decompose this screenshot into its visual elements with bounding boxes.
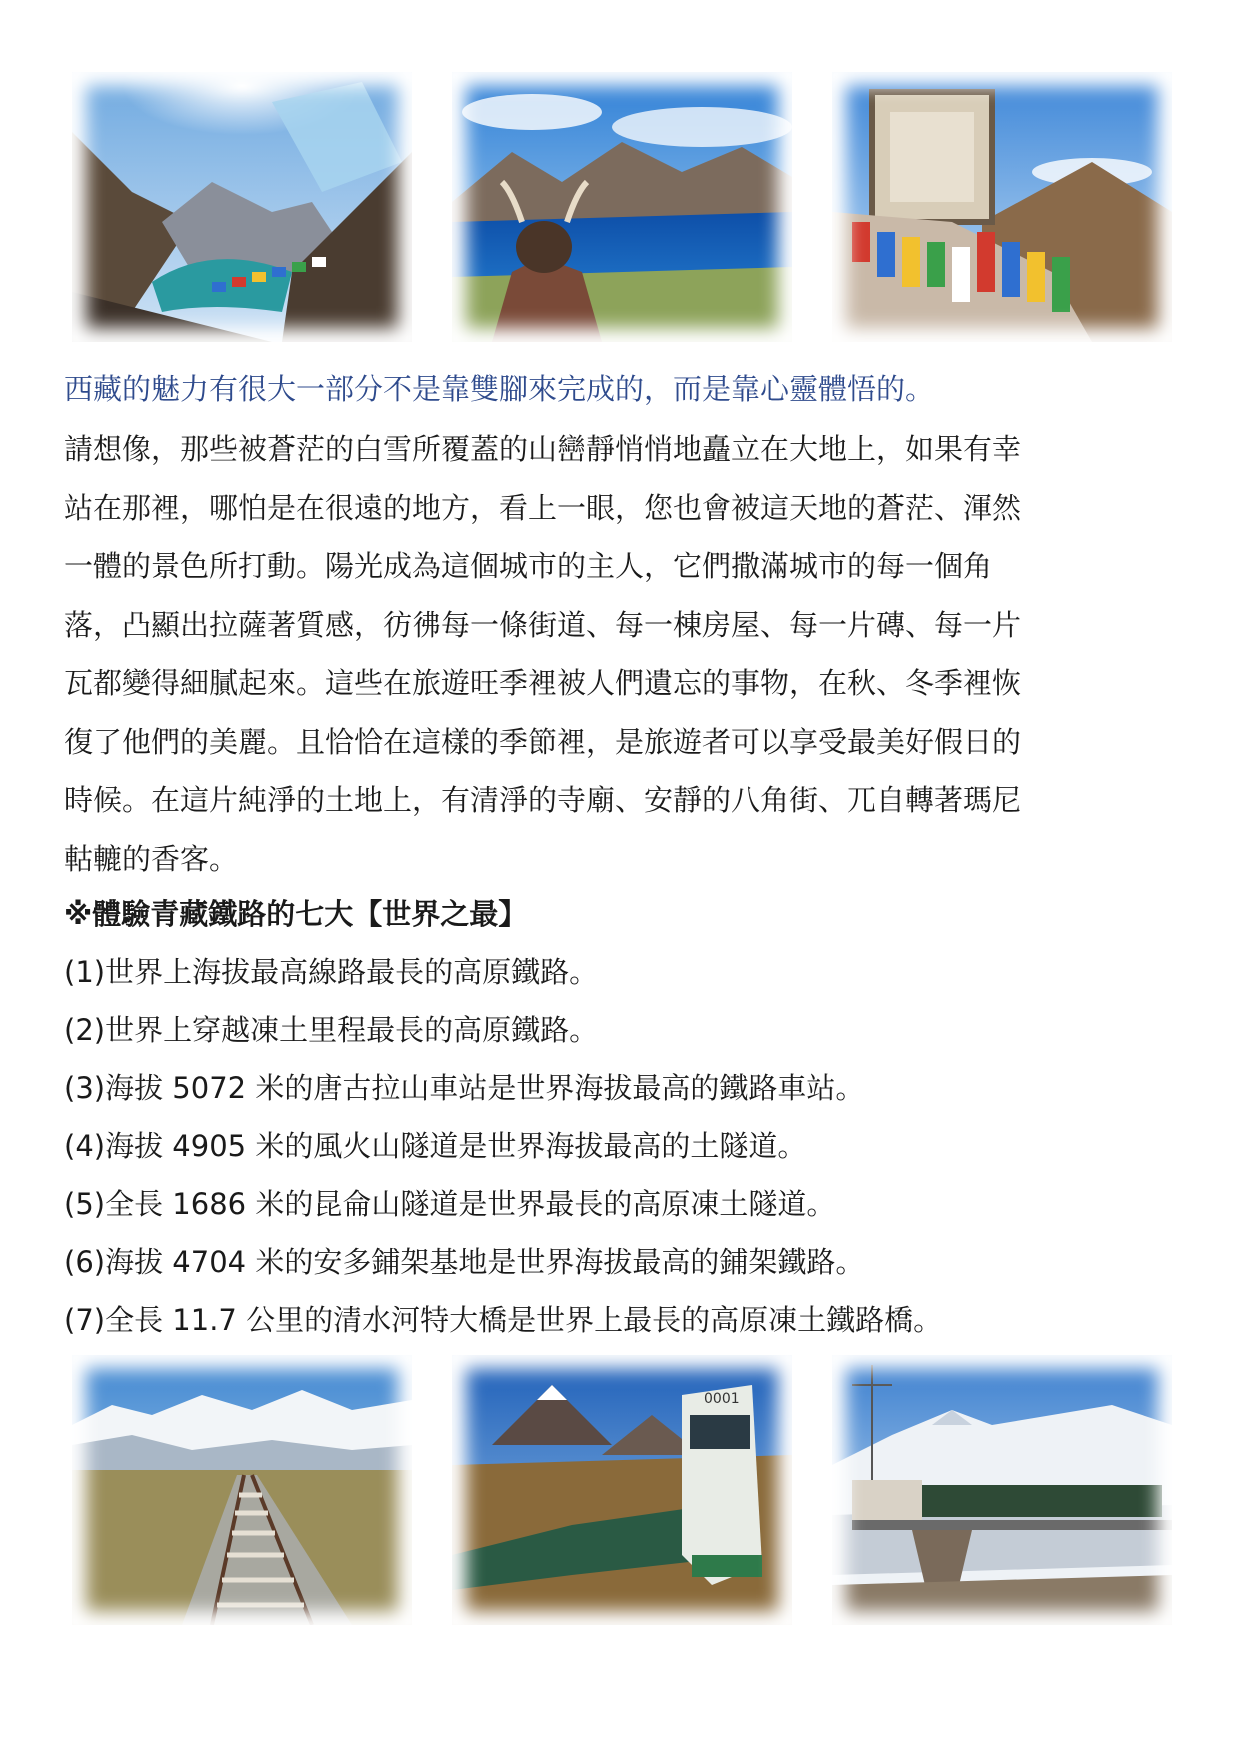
paragraph-line: 落，凸顯出拉薩著質感，彷彿每一條街道、每一棟房屋、每一片磚、每一片 [64,607,1022,642]
photo-mountain-pass-sign [832,72,1172,342]
list-item: (5)全長 1686 米的昆侖山隧道是世界最長的高原凍土隧道。 [64,1187,836,1221]
paragraph-line: 一體的景色所打動。陽光成為這個城市的主人，它們撒滿城市的每一個角 [64,549,993,583]
intro-paragraph [64,420,1174,888]
bottom-photo-row [72,1355,1172,1625]
tagline: 西藏的魅力有很大一部分不是靠雙腳來完成的，而是靠心靈體悟的。 [64,372,935,406]
list-item: (6)海拔 4704 米的安多鋪架基地是世界海拔最高的鋪架鐵路。 [64,1245,865,1279]
list-item: (4)海拔 4905 米的風火山隧道是世界海拔最高的土隧道。 [64,1129,807,1163]
photo-train-on-bridge [832,1355,1172,1625]
photo-mountain-lake-prayer-flags [72,72,412,342]
photo-railway-track [72,1355,412,1625]
list-item: (1)世界上海拔最高線路最長的高原鐵路。 [64,955,599,989]
world-records-list [64,943,1174,1349]
locomotive-number: 0001 [704,1391,740,1407]
paragraph-line: 站在那裡，哪怕是在很遠的地方，看上一眼，您也會被這天地的蒼茫、渾然 [64,490,1022,525]
list-item: (7)全長 11.7 公里的清水河特大橋是世界上最長的高原凍土鐵路橋。 [64,1303,943,1337]
list-item: (3)海拔 5072 米的唐古拉山車站是世界海拔最高的鐵路車站。 [64,1071,865,1105]
paragraph-line: 復了他們的美麗。且恰恰在這樣的季節裡，是旅遊者可以享受最美好假日的 [64,724,1022,759]
paragraph-line: 請想像，那些被蒼茫的白雪所覆蓋的山巒靜悄悄地矗立在大地上，如果有幸 [64,432,1022,466]
paragraph-line: 時候。在這片純淨的土地上，有清淨的寺廟、安靜的八角街、兀自轉著瑪尼 [64,783,1022,817]
photo-yak-skull-lake [452,72,792,342]
paragraph-line: 軲轆的香客。 [64,841,239,876]
top-photo-row [72,72,1172,342]
list-item: (2)世界上穿越凍土里程最長的高原鐵路。 [64,1013,599,1047]
photo-green-locomotive [452,1355,792,1625]
paragraph-line: 瓦都變得細膩起來。這些在旅遊旺季裡被人們遺忘的事物，在秋、冬季裡恢 [64,666,1022,700]
section-heading: ※體驗青藏鐵路的七大【世界之最】 [64,897,528,931]
